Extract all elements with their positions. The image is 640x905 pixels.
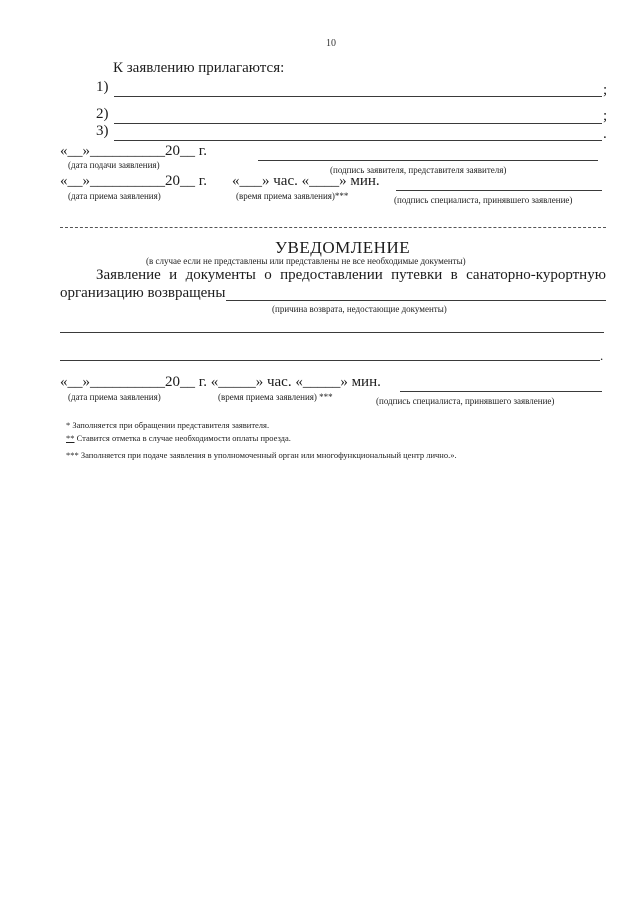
attachment-item-2-label: 2) (96, 106, 109, 122)
return-reason-end: . (600, 348, 604, 363)
attachment-item-1-label: 1) (96, 79, 109, 95)
attachment-item-1-field[interactable] (114, 96, 602, 97)
submission-date-field[interactable]: «__»__________20__ г. (60, 143, 207, 159)
attachment-item-2-field[interactable] (114, 123, 602, 124)
return-reason-line-3[interactable] (60, 360, 600, 361)
footnote-1: * Заполняется при обращении представителя заявителя. (66, 420, 270, 430)
notice-subtitle: (в случае если не представлены или представлены не все необходимые документы) (146, 256, 466, 266)
attachment-item-2-end: ; (603, 108, 608, 124)
notice-word: предоставлении (280, 267, 383, 283)
reception-time-caption: (время приема заявления)*** (236, 191, 349, 201)
return-reason-line-2[interactable] (60, 332, 604, 333)
footnote-3: *** Заполняется при подаче заявления в уполномоченный орган или многофункциональный центр лично.». (66, 450, 457, 460)
return-reason-caption: (причина возврата, недостающие документы) (272, 304, 447, 314)
reception-date-caption: (дата приема заявления) (68, 191, 161, 201)
notice-word: путевки (391, 267, 443, 283)
reception-time-field[interactable]: «___» час. «____» мин. (232, 173, 380, 189)
notice-time-caption: (время приема заявления) *** (218, 392, 333, 402)
specialist-signature-field[interactable] (396, 190, 602, 191)
footnote-2-text: Ставится отметка в случае необходимости оплаты проезда. (74, 433, 291, 443)
submission-date-caption: (дата подачи заявления) (68, 160, 160, 170)
notice-word: о (264, 267, 272, 283)
page-number: 10 (326, 38, 336, 49)
footnote-2 (66, 433, 291, 443)
notice-word: и (169, 267, 178, 283)
attachment-item-3-field[interactable] (114, 140, 602, 141)
notice-date-caption: (дата приема заявления) (68, 392, 161, 402)
applicant-signature-field[interactable] (258, 160, 598, 161)
attachment-item-3-label: 3) (96, 123, 109, 139)
return-reason-field[interactable] (226, 300, 606, 301)
notice-text (60, 266, 606, 302)
applicant-signature-caption: (подпись заявителя, представителя заявителя) (330, 165, 507, 175)
attachment-item-3-end: . (603, 126, 607, 142)
reception-date-field[interactable]: «__»__________20__ г. (60, 173, 207, 189)
notice-signature-caption: (подпись специалиста, принявшего заявление) (376, 396, 555, 406)
notice-title: УВЕДОМЛЕНИЕ (275, 238, 411, 257)
notice-date-time-field[interactable]: «__»__________20__ г. «_____» час. «_____» мин. (60, 374, 381, 390)
notice-text-line-1 (60, 266, 606, 284)
notice-text-line-2: организацию возвращены (60, 285, 226, 301)
specialist-signature-caption: (подпись специалиста, принявшего заявление) (394, 195, 573, 205)
notice-word: в (450, 267, 458, 283)
attachment-item-1-end: ; (603, 82, 608, 98)
cut-line (60, 227, 606, 228)
notice-word: санаторно-курортную (466, 267, 606, 283)
notice-word: документы (185, 267, 256, 283)
notice-word: Заявление (96, 267, 161, 283)
footnote-2-mark: ** (66, 433, 75, 443)
attachments-heading: К заявлению прилагаются: (113, 60, 285, 76)
notice-specialist-signature-field[interactable] (400, 391, 602, 392)
